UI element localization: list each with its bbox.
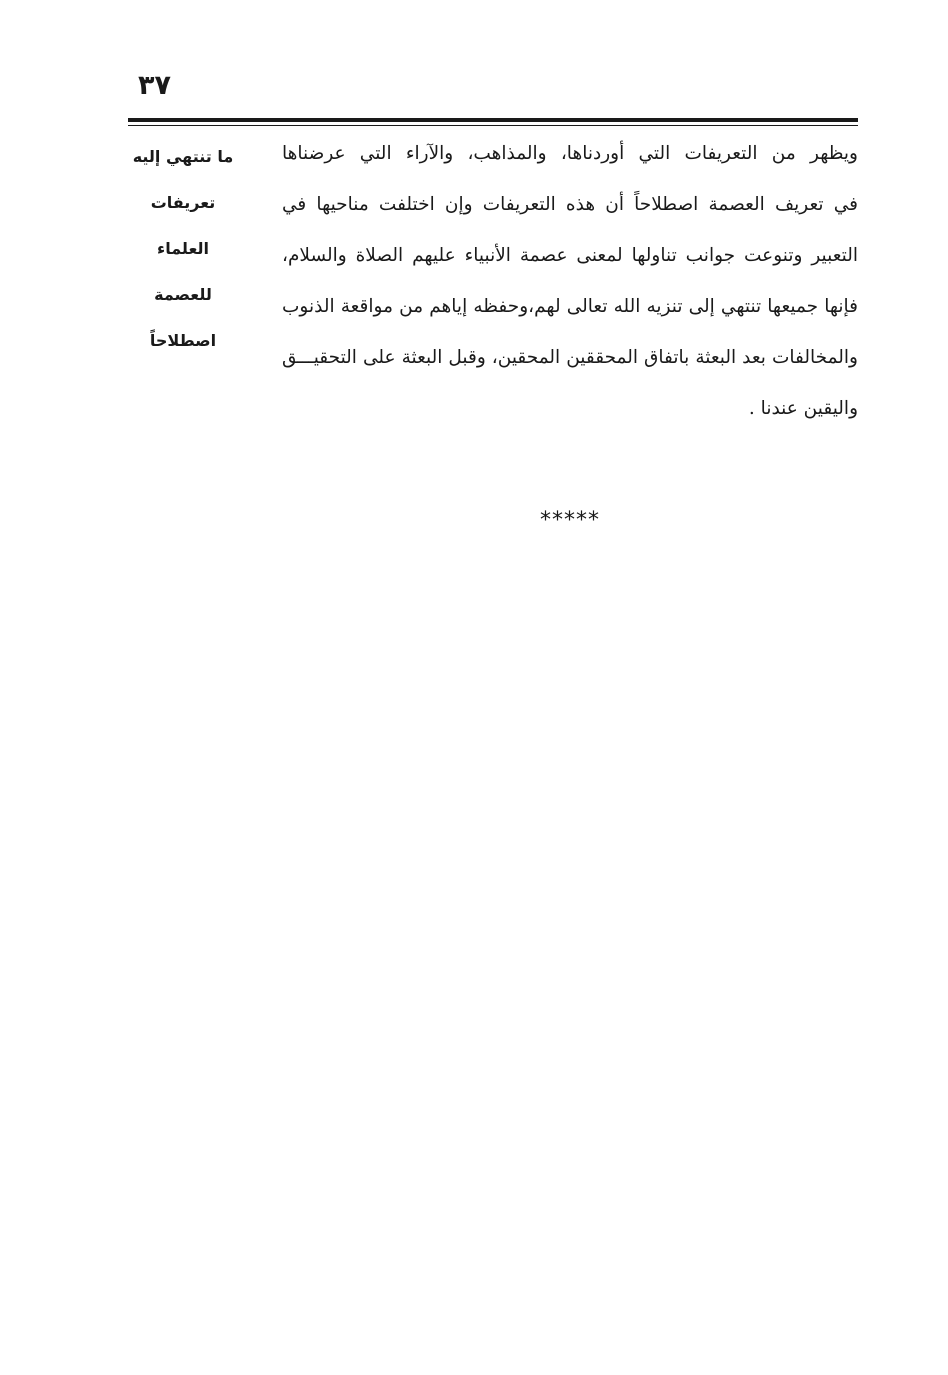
header-rule-thin (128, 125, 858, 126)
body-line: واليقين عندنا . (748, 398, 858, 419)
body-line: والمخالفات بعد البعثة باتفاق المحققين المحقين، وقبل البعثة على التحقيـــق (282, 347, 858, 368)
body-line: ويظهر من التعريفات التي أوردناها، والمذاهب، والآراء التي عرضناها (282, 143, 858, 164)
margin-note-line: تعريفات (150, 193, 216, 212)
header-rule-thick (128, 118, 858, 122)
body-line: في تعريف العصمة اصطلاحاً أن هذه التعريفات وإن اختلفت مناحيها في (282, 194, 858, 215)
margin-note (128, 140, 238, 370)
body-line: التعبير وتنوعت جوانب تناولها لمعنى عصمة الأنبياء عليهم الصلاة والسلام، (282, 245, 858, 266)
section-separator: ***** (540, 508, 600, 533)
body-paragraph (282, 132, 858, 438)
body-line: فإنها جميعها تنتهي إلى تنزيه الله تعالى لهم،وحفظه إياهم من مواقعة الذنوب (282, 296, 858, 317)
page-number: ٣٧ (138, 70, 171, 101)
margin-note-line: اصطلاحاً (149, 331, 217, 350)
margin-note-line: العلماء (157, 239, 209, 258)
margin-note-line: ما تنتهي إليه (132, 147, 234, 166)
margin-note-line: للعصمة (154, 285, 212, 304)
